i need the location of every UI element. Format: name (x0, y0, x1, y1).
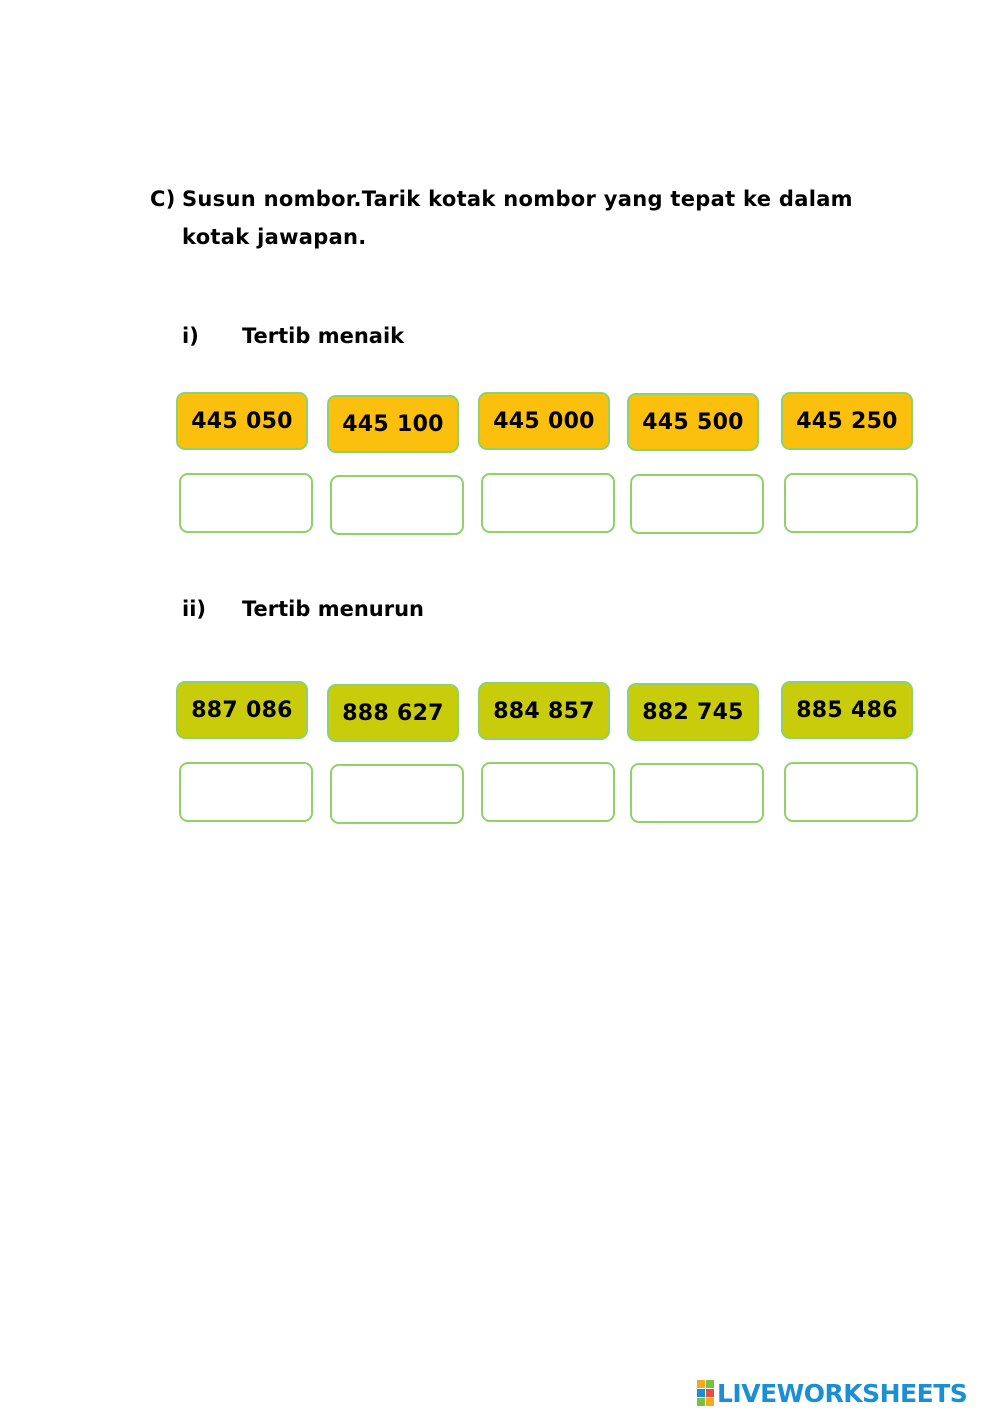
number-tile[interactable]: 445 000 (478, 392, 610, 450)
number-tile[interactable]: 887 086 (176, 681, 308, 739)
answer-box[interactable] (784, 473, 918, 533)
liveworksheets-logo (697, 1378, 967, 1408)
section-1-title: Tertib menaik (242, 324, 405, 348)
instruction-line-2: kotak jawapan. (182, 225, 367, 249)
answer-box[interactable] (481, 762, 615, 822)
answer-box[interactable] (630, 763, 764, 823)
answer-box[interactable] (784, 762, 918, 822)
number-tile[interactable]: 882 745 (627, 683, 759, 741)
question-letter: C) (150, 187, 176, 211)
instruction-line-1: Susun nombor.Tarik kotak nombor yang tepat ke dalam (182, 187, 853, 211)
answer-box[interactable] (179, 473, 313, 533)
number-tile[interactable]: 445 100 (327, 395, 459, 453)
answer-box[interactable] (330, 764, 464, 824)
liveworksheets-logo-icon (697, 1380, 714, 1406)
number-tile[interactable]: 445 250 (781, 392, 913, 450)
number-tile[interactable]: 888 627 (327, 684, 459, 742)
answer-box[interactable] (330, 475, 464, 535)
number-tile[interactable]: 445 500 (627, 393, 759, 451)
answer-box[interactable] (481, 473, 615, 533)
section-2-title: Tertib menurun (242, 597, 424, 621)
section-1-number: i) (182, 324, 199, 348)
answer-box[interactable] (179, 762, 313, 822)
number-tile[interactable]: 445 050 (176, 392, 308, 450)
number-tile[interactable]: 885 486 (781, 681, 913, 739)
section-2-number: ii) (182, 597, 206, 621)
number-tile[interactable]: 884 857 (478, 682, 610, 740)
liveworksheets-wordmark: LIVEWORKSHEETS (717, 1378, 968, 1408)
answer-box[interactable] (630, 474, 764, 534)
